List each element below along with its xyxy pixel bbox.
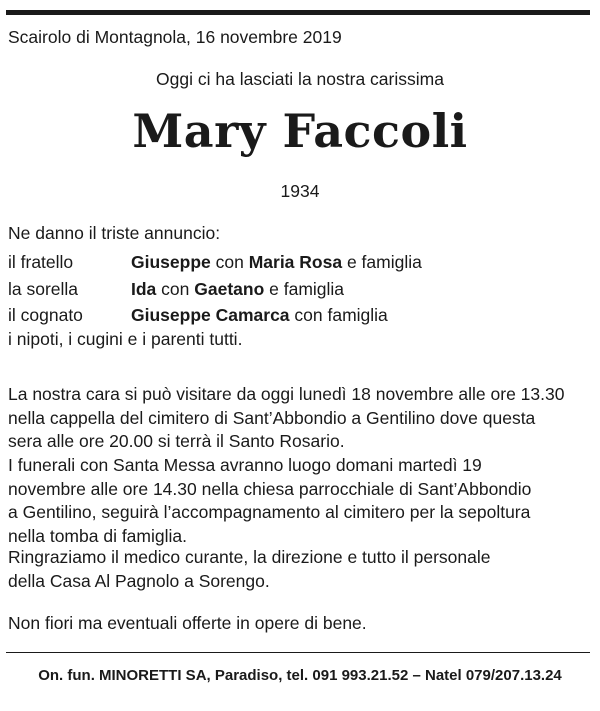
- relative-conj: con: [156, 278, 195, 299]
- birth-year: 1934: [280, 181, 320, 201]
- paragraph-line: novembre alle ore 14.30 nella chiesa parrocchiale di Sant’Abbondio: [8, 478, 532, 499]
- visit-paragraph: [8, 383, 592, 454]
- funeral-home-footer: On. fun. MINORETTI SA, Paradiso, tel. 091 993.21.52 – Natel 079/207.13.24: [38, 667, 562, 684]
- relative-row: [8, 276, 422, 303]
- relative-name: Giuseppe: [131, 252, 211, 272]
- relative-conj: con: [210, 252, 249, 272]
- relative-role: il cognato: [8, 305, 83, 325]
- announcement-text: Ne danno il triste annuncio:: [8, 223, 221, 243]
- top-rule: [6, 10, 590, 15]
- paragraph-line: a Gentilino, seguirà l’accompagnamento al cimitero per la sepoltura: [8, 502, 531, 523]
- relative-role: la sorella: [8, 278, 79, 299]
- paragraph-line: La nostra cara si può visitare da oggi lunedì 18 novembre alle ore 13.30: [8, 384, 565, 404]
- relative-spouse-name: Maria Rosa: [248, 252, 343, 272]
- paragraph-line: nella cappella del cimitero di Sant’Abbondio a Gentilino dove questa: [8, 407, 536, 428]
- relatives-list: [8, 249, 422, 329]
- paragraph-line: Ringraziamo il medico curante, la direzione e tutto il personale: [8, 547, 491, 567]
- relative-role: il fratello: [8, 252, 74, 272]
- paragraph-line: della Casa Al Pagnolo a Sorengo.: [8, 570, 270, 591]
- dateline: Scairolo di Montagnola, 16 novembre 2019: [8, 27, 342, 47]
- relative-row: [8, 302, 422, 329]
- relative-names: [131, 302, 388, 329]
- paragraph-line: I funerali con Santa Messa avranno luogo domani martedì 19: [8, 455, 482, 475]
- relative-name: Ida: [131, 278, 157, 299]
- intro-text: Oggi ci ha lasciati la nostra carissima: [156, 69, 444, 89]
- deceased-name: Mary Faccoli: [132, 104, 468, 158]
- thanks-paragraph: [8, 546, 592, 593]
- closing-text: Non fiori ma eventuali offerte in opere di bene.: [8, 613, 367, 633]
- relative-row: [8, 249, 422, 276]
- relative-suffix: e famiglia: [342, 252, 422, 272]
- other-relatives: i nipoti, i cugini e i parenti tutti.: [8, 329, 243, 349]
- relative-spouse-name: Gaetano: [194, 278, 265, 299]
- paragraph-line: nella tomba di famiglia.: [8, 525, 187, 546]
- relative-names: [131, 249, 422, 276]
- relative-name: Giuseppe Camarca: [131, 305, 290, 325]
- relative-suffix: con famiglia: [289, 305, 388, 325]
- bottom-rule: [6, 652, 590, 653]
- funeral-paragraph: [8, 454, 592, 548]
- relative-names: [131, 276, 344, 303]
- paragraph-line: sera alle ore 20.00 si terrà il Santo Rosario.: [8, 431, 345, 452]
- relative-suffix: e famiglia: [264, 278, 345, 299]
